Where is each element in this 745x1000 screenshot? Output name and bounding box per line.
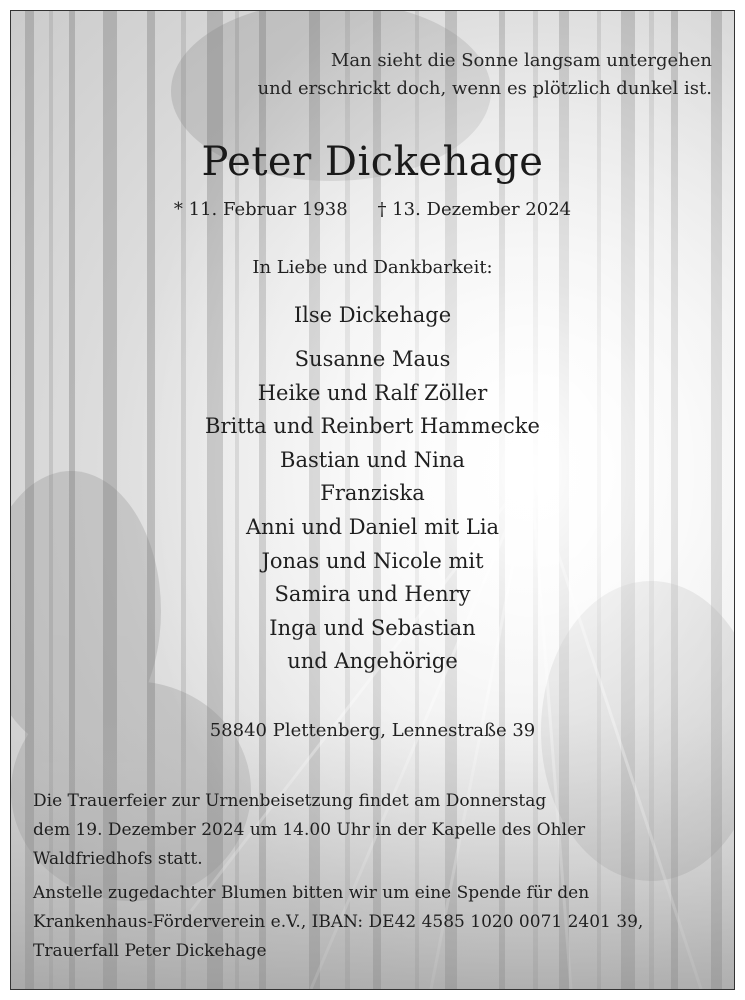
donation-line: Anstelle zugedachter Blumen bitten wir um eine Spende für den: [33, 883, 590, 903]
birth-date: * 11. Februar 1938: [173, 199, 348, 220]
quote-line: und erschrickt doch, wenn es plötzlich dunkel ist.: [257, 78, 712, 99]
obituary-content: [11, 11, 734, 989]
quote-line: Man sieht die Sonne langsam untergehen: [330, 50, 712, 71]
deceased-name: Peter Dickehage: [201, 139, 544, 185]
mourner-name: Britta und Reinbert Hammecke: [205, 414, 540, 439]
mourner-name: Jonas und Nicole mit: [261, 548, 484, 573]
mourner-spouse: Ilse Dickehage: [293, 303, 452, 327]
mourners-intro: In Liebe und Dankbarkeit:: [252, 257, 493, 278]
ceremony-notice: [33, 787, 713, 874]
donation-notice: [33, 879, 723, 966]
mourner-name: Inga und Sebastian: [269, 615, 476, 640]
quote: [212, 47, 712, 103]
donation-line: Krankenhaus-Förderverein e.V., IBAN: DE42 4585 1020 0071 2401 39,: [33, 912, 644, 932]
death-date: † 13. Dezember 2024: [377, 199, 572, 220]
mourner-name: Bastian und Nina: [280, 447, 465, 472]
life-dates: [11, 197, 734, 223]
mourner-address: 58840 Plettenberg, Lennestraße 39: [209, 720, 536, 741]
mourner-name: Susanne Maus: [294, 347, 451, 371]
mourner-name: Heike und Ralf Zöller: [257, 380, 488, 405]
mourner-name: Samira und Henry: [274, 582, 471, 607]
ceremony-line: Die Trauerfeier zur Urnenbeisetzung findet am Donnerstag: [33, 791, 547, 811]
mourner-name: und Angehörige: [287, 649, 458, 674]
ceremony-line: Waldfriedhofs statt.: [33, 849, 203, 869]
mourner-name: Franziska: [320, 481, 425, 506]
mourner-family-list: [11, 343, 734, 679]
ceremony-line: dem 19. Dezember 2024 um 14.00 Uhr in der Kapelle des Ohler: [33, 820, 586, 840]
donation-line: Trauerfall Peter Dickehage: [33, 941, 267, 961]
obituary-frame: [10, 10, 735, 990]
mourner-name: Anni und Daniel mit Lia: [245, 514, 500, 539]
